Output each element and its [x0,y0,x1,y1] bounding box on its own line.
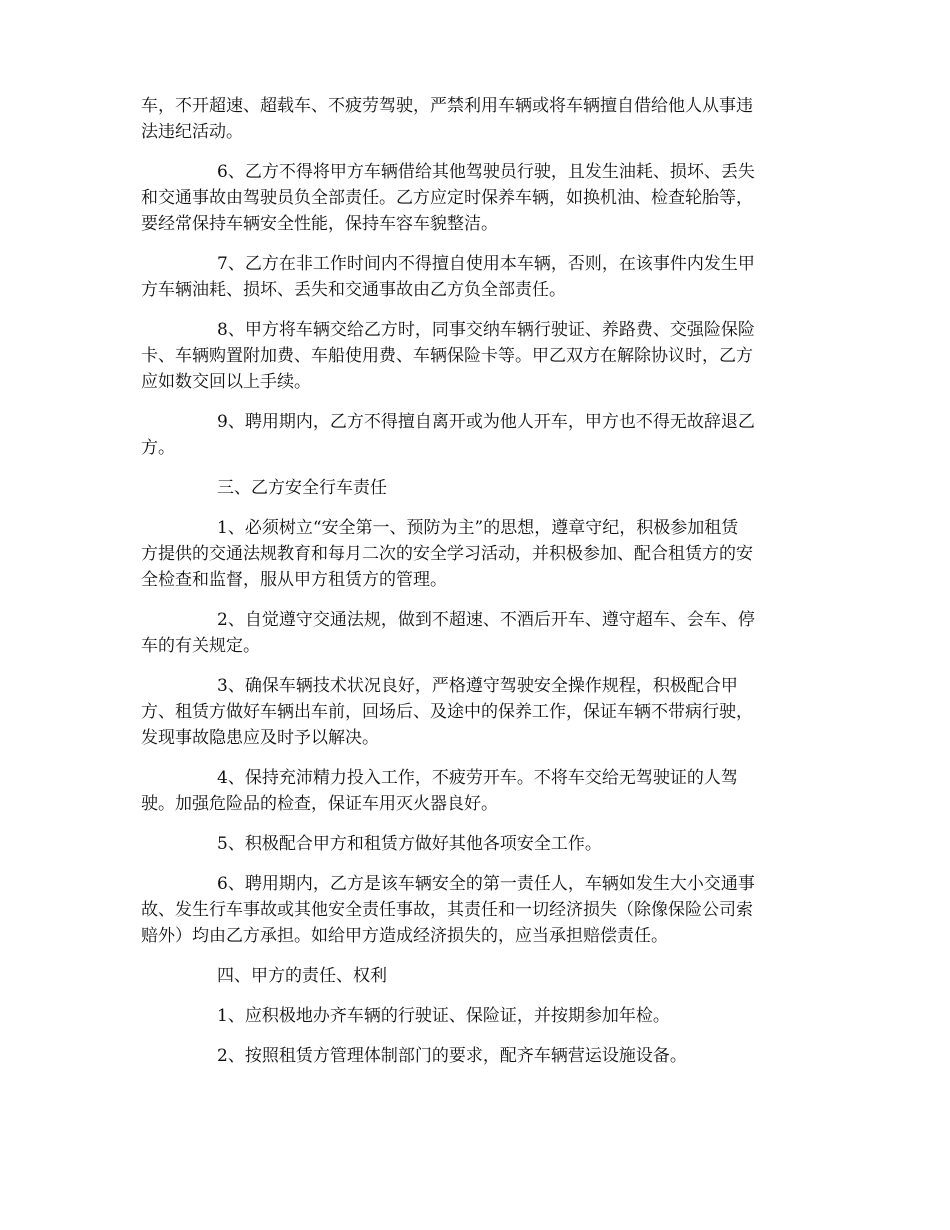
paragraph-line: 驶。加强危险品的检查，保证车用灭火器良好。 [141,794,498,814]
section-heading [141,475,817,501]
paragraph-line: 方车辆油耗、损坏、丢失和交通事故由乙方负全部责任。 [141,280,566,300]
paragraph [141,673,817,751]
paragraph-line: 法违纪活动。 [141,122,243,142]
paragraph-line: 8、甲方将车辆交给乙方时，同事交纳车辆行驶证、养路费、交强险保险 [217,320,755,340]
paragraph-line: 3、确保车辆技术状况良好，严格遵守驾驶安全操作规程，积极配合甲 [217,676,738,696]
paragraph [141,765,817,817]
document-body [141,93,817,1083]
paragraph [141,409,817,461]
paragraph-line: 故、发生行车事故或其他安全责任事故，其责任和一切经济损失（除像保险公司索 [141,900,753,920]
paragraph-line: 2、按照租赁方管理体制部门的要求，配齐车辆营运设施设备。 [217,1046,687,1066]
paragraph-line: 6、乙方不得将甲方车辆借给其他驾驶员行驶，且发生油耗、损坏、丢失 [217,162,755,182]
paragraph-line: 赔外）均由乙方承担。如给甲方造成经济损失的，应当承担赔偿责任。 [141,926,668,946]
paragraph-line: 全检查和监督，服从甲方租赁方的管理。 [141,570,447,590]
paragraph-line: 6、聘用期内，乙方是该车辆安全的第一责任人，车辆如发生大小交通事 [217,874,755,894]
paragraph [141,871,817,949]
paragraph [141,93,817,145]
paragraph [141,607,817,659]
paragraph-line: 卡、车辆购置附加费、车船使用费、车辆保险卡等。甲乙双方在解除协议时，乙方 [141,346,753,366]
paragraph [141,1003,817,1029]
paragraph [141,831,817,857]
paragraph [141,251,817,303]
paragraph-line: 5、积极配合甲方和租赁方做好其他各项安全工作。 [217,834,602,854]
paragraph-line: 2、自觉遵守交通法规，做到不超速、不酒后开车、遵守超车、会车、停 [217,610,755,630]
section-heading [141,963,817,989]
paragraph [141,159,817,237]
paragraph [141,515,817,593]
paragraph-line: 4、保持充沛精力投入工作，不疲劳开车。不将车交给无驾驶证的人驾 [217,768,738,788]
paragraph-line: 应如数交回以上手续。 [141,372,311,392]
paragraph-line: 车，不开超速、超载车、不疲劳驾驶，严禁利用车辆或将车辆擅自借给他人从事违 [141,96,753,116]
section-heading-text: 三、乙方安全行车责任 [217,478,387,498]
paragraph-line: 方。 [141,438,175,458]
paragraph-line: 方提供的交通法规教育和每月二次的安全学习活动，并积极参加、配合租赁方的安 [141,544,753,564]
paragraph-line: 要经常保持车辆安全性能，保持车容车貌整洁。 [141,214,498,234]
paragraph-line: 1、应积极地办齐车辆的行驶证、保险证，并按期参加年检。 [217,1006,670,1026]
paragraph-line: 9、聘用期内，乙方不得擅自离开或为他人开车，甲方也不得无故辞退乙 [217,412,755,432]
paragraph [141,1043,817,1069]
paragraph-line: 方、租赁方做好车辆出车前，回场后、及途中的保养工作，保证车辆不带病行驶， [141,702,753,722]
paragraph-line: 7、乙方在非工作时间内不得擅自使用本车辆，否则，在该事件内发生甲 [217,254,755,274]
paragraph [141,317,817,395]
section-heading-text: 四、甲方的责任、权利 [217,966,387,986]
paragraph-line: 车的有关规定。 [141,636,260,656]
paragraph-line: 发现事故隐患应及时予以解决。 [141,728,379,748]
paragraph-line: 1、必须树立“安全第一、预防为主”的思想，遵章守纪，积极参加租赁 [217,518,739,538]
paragraph-line: 和交通事故由驾驶员负全部责任。乙方应定时保养车辆，如换机油、检查轮胎等， [141,188,753,208]
